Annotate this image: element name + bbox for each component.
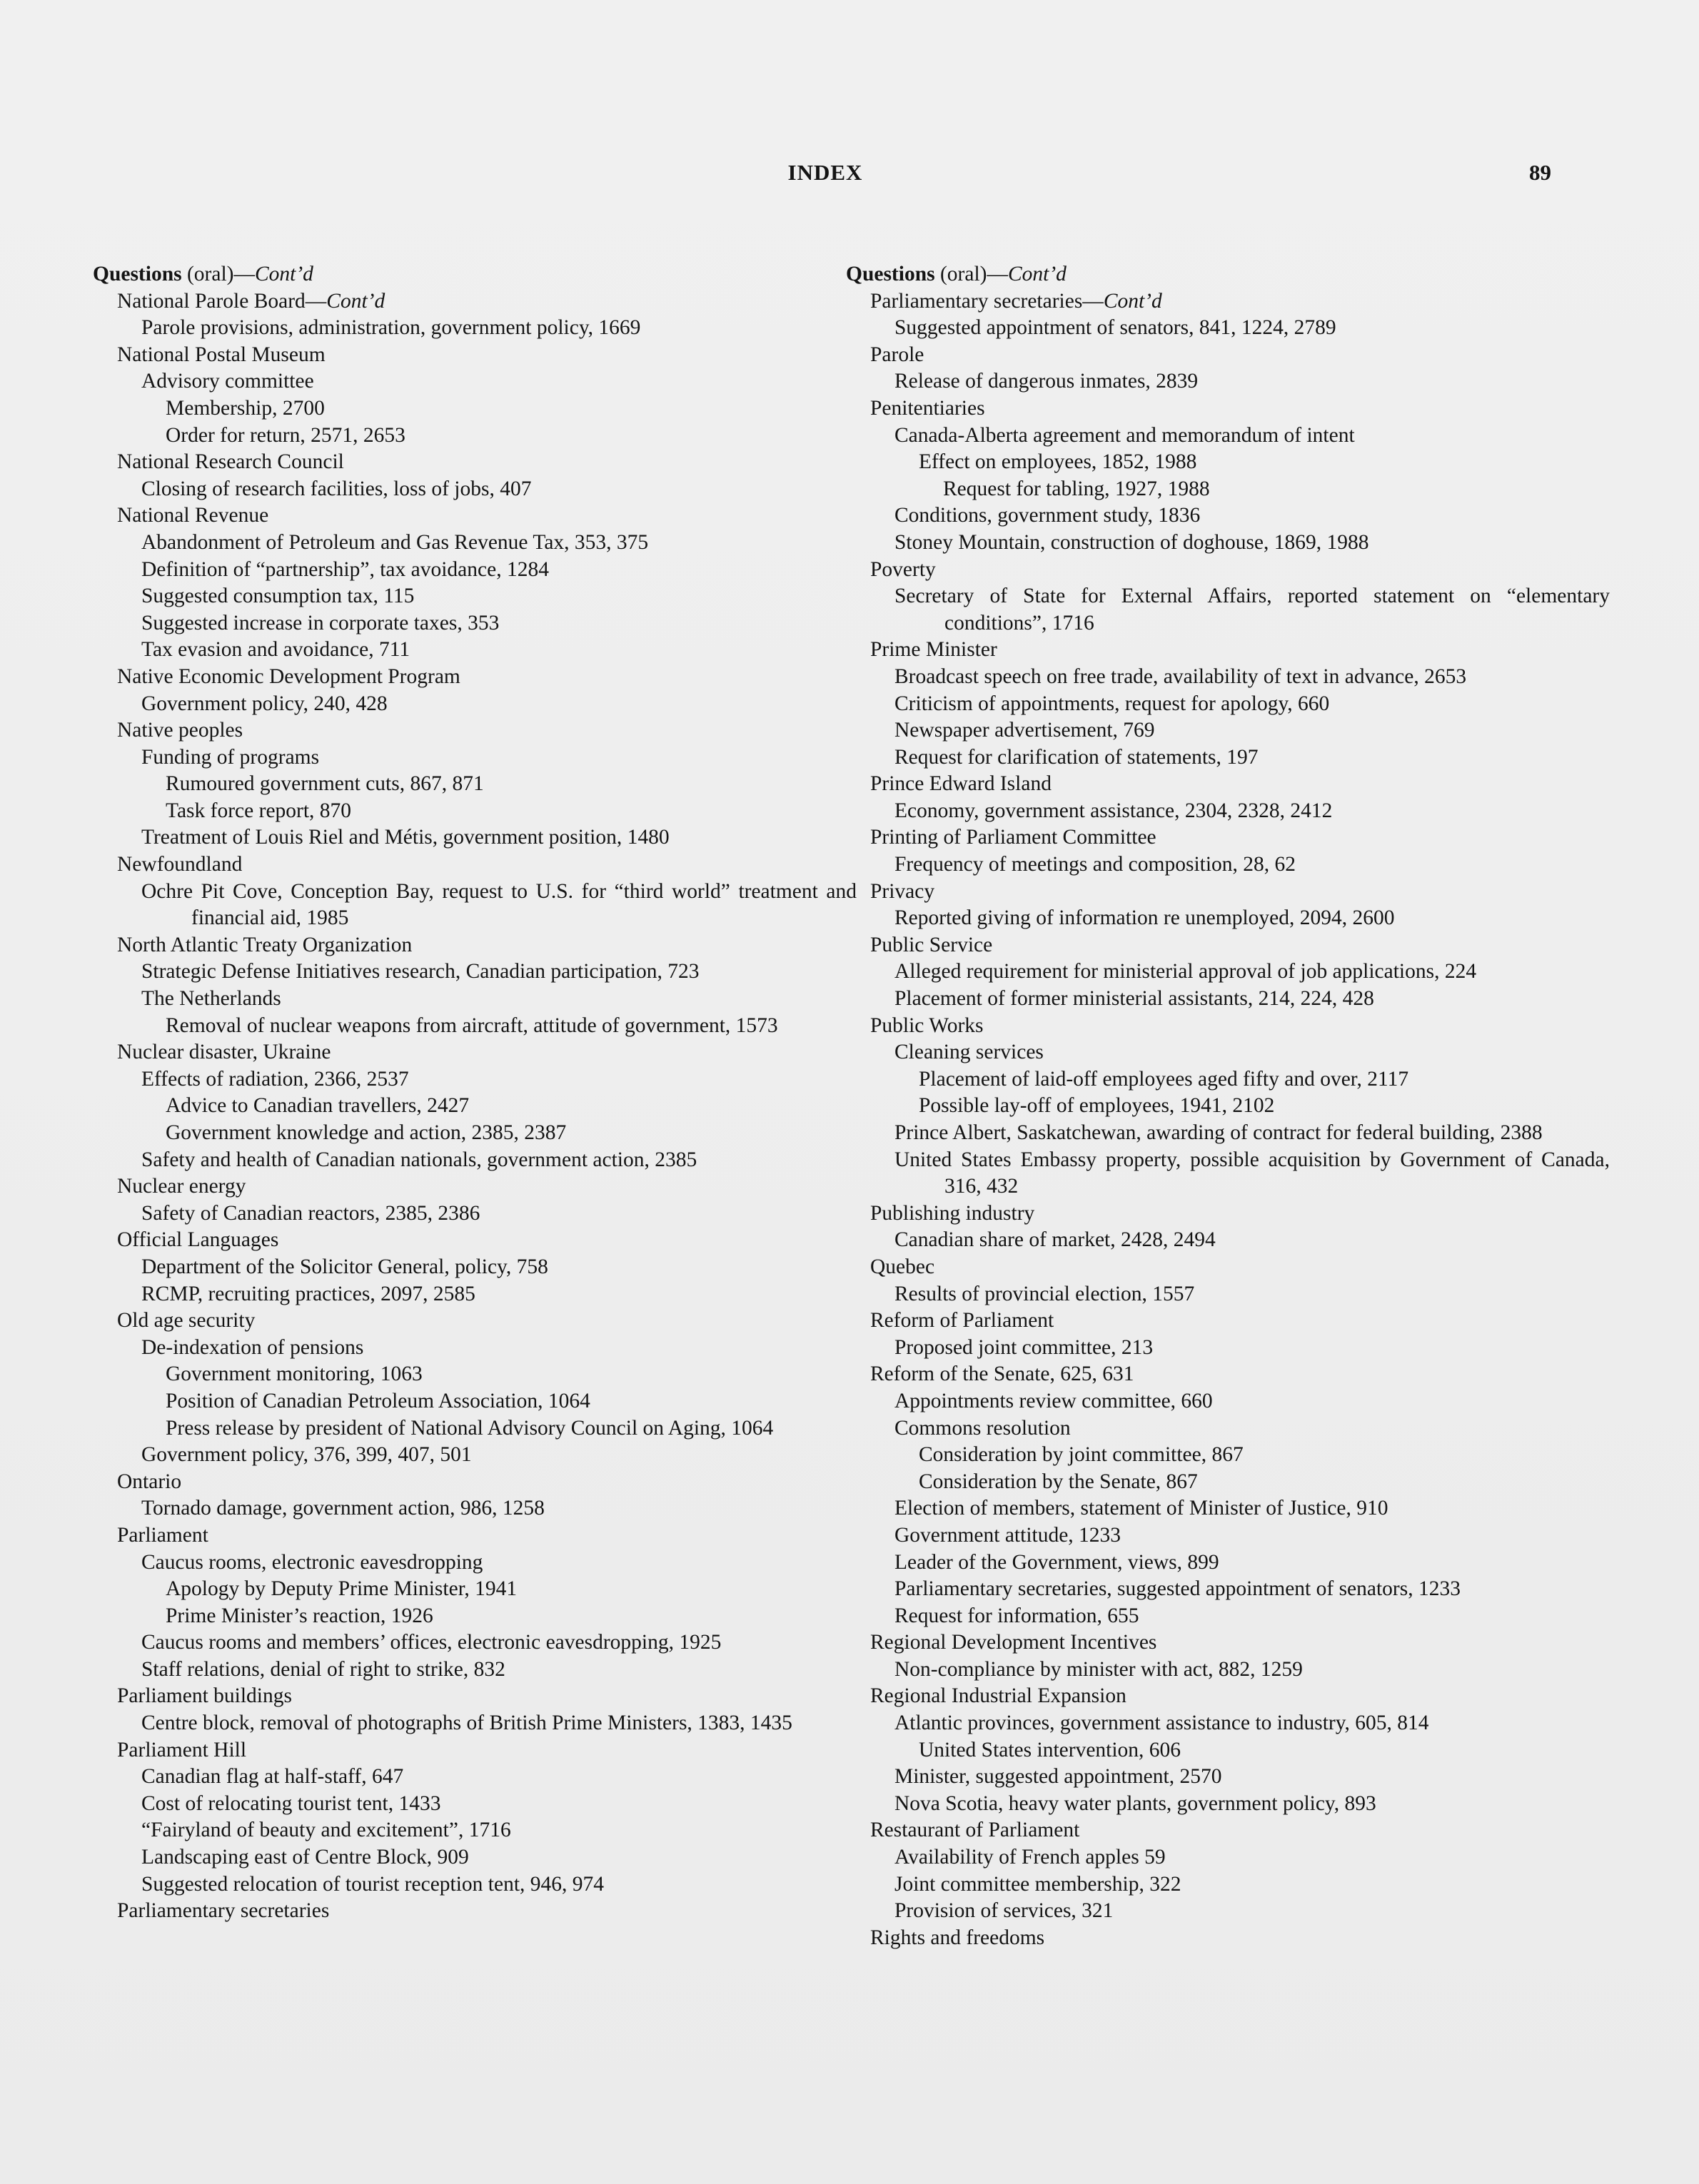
entry-text: Caucus rooms and members’ offices, electronic eavesdropping, 1925 bbox=[141, 1631, 722, 1654]
entry-text: Availability of French apples 59 bbox=[894, 1846, 1166, 1869]
index-entry bbox=[846, 664, 1610, 691]
entry-text: National Postal Museum bbox=[117, 343, 326, 366]
entry-text: The Netherlands bbox=[141, 987, 281, 1011]
entry-text: Prime Minister’s reaction, 1926 bbox=[166, 1604, 433, 1627]
index-entry bbox=[846, 502, 1610, 530]
index-entry bbox=[846, 959, 1610, 986]
entry-text: Effects of radiation, 2366, 2537 bbox=[141, 1067, 409, 1091]
entry-text: Native Economic Development Program bbox=[117, 664, 460, 688]
entry-text: Election of members, statement of Minister of Justice, 910 bbox=[894, 1497, 1388, 1520]
index-entry bbox=[93, 315, 857, 342]
entry-text: Broadcast speech on free trade, availability of text in advance, 2653 bbox=[894, 664, 1467, 688]
entry-text: Conditions, government study, 1836 bbox=[894, 504, 1201, 527]
index-entry bbox=[846, 824, 1610, 851]
index-entry bbox=[846, 1576, 1610, 1603]
page-header-title: INDEX bbox=[787, 160, 863, 185]
index-entry bbox=[846, 1522, 1610, 1549]
entry-text: Possible lay-off of employees, 1941, 2102 bbox=[919, 1094, 1275, 1118]
entry-text: Apology by Deputy Prime Minister, 1941 bbox=[166, 1577, 518, 1601]
index-entry bbox=[846, 288, 1610, 315]
index-entry bbox=[846, 1147, 1610, 1200]
entry-text: Canadian flag at half-staff, 647 bbox=[141, 1765, 404, 1789]
entry-text: Poverty bbox=[870, 557, 936, 581]
entry-text: Regional Development Incentives bbox=[870, 1631, 1157, 1654]
index-entry bbox=[93, 1576, 857, 1603]
index-entry bbox=[846, 1281, 1610, 1308]
index-entry bbox=[846, 1200, 1610, 1228]
index-entry bbox=[93, 1254, 857, 1281]
index-entry bbox=[93, 1871, 857, 1899]
index-entry bbox=[93, 1388, 857, 1415]
index-entry bbox=[93, 449, 857, 476]
entry-text: Suggested appointment of senators, 841, 1224, 2789 bbox=[894, 316, 1336, 340]
entry-text: United States Embassy property, possible acquisition by Government of Canada, 316, 432 bbox=[894, 1148, 1610, 1198]
entry-text: Frequency of meetings and composition, 28, 62 bbox=[894, 853, 1296, 876]
index-entry bbox=[93, 1791, 857, 1818]
entry-text: Commons resolution bbox=[894, 1416, 1071, 1440]
entry-text: Joint committee membership, 322 bbox=[894, 1872, 1181, 1896]
entry-text: Newfoundland bbox=[117, 853, 243, 876]
entry-text: Privacy bbox=[870, 879, 935, 903]
index-entry bbox=[93, 1522, 857, 1549]
entry-text: Parliament Hill bbox=[117, 1738, 247, 1761]
entry-text: Parliament buildings bbox=[117, 1684, 292, 1708]
entry-text: Printing of Parliament Committee bbox=[870, 826, 1156, 849]
heading-qualifier: (oral)— bbox=[181, 263, 255, 285]
entry-text: Tornado damage, government action, 986, 1258 bbox=[141, 1497, 545, 1520]
entry-text: Reform of the Senate, 625, 631 bbox=[870, 1363, 1134, 1386]
entry-text: Press release by president of National Advisory Council on Aging, 1064 bbox=[166, 1416, 774, 1440]
entry-text: Parliamentary secretaries bbox=[117, 1899, 330, 1923]
index-entry bbox=[846, 368, 1610, 395]
left-column bbox=[93, 261, 857, 1925]
index-entry bbox=[846, 1925, 1610, 1952]
entry-text: Newspaper advertisement, 769 bbox=[894, 719, 1155, 742]
entry-text: Economy, government assistance, 2304, 2328, 2412 bbox=[894, 799, 1333, 822]
index-entry bbox=[93, 879, 857, 932]
index-entry bbox=[93, 368, 857, 395]
index-entry bbox=[846, 530, 1610, 557]
entry-text: Tax evasion and avoidance, 711 bbox=[141, 638, 410, 662]
index-entry bbox=[846, 1791, 1610, 1818]
entry-text: Restaurant of Parliament bbox=[870, 1819, 1080, 1842]
entry-text: Prince Albert, Saskatchewan, awarding of contract for federal building, 2388 bbox=[894, 1121, 1543, 1144]
entry-text: Quebec bbox=[870, 1255, 935, 1278]
index-entry bbox=[93, 1415, 857, 1442]
index-entry bbox=[846, 1093, 1610, 1120]
entry-text: Definition of “partnership”, tax avoidance, 1284 bbox=[141, 557, 549, 581]
entry-text: Publishing industry bbox=[870, 1201, 1035, 1225]
index-entry bbox=[846, 1120, 1610, 1147]
index-entry bbox=[93, 1657, 857, 1684]
index-entry bbox=[846, 1013, 1610, 1040]
entry-text: “Fairyland of beauty and excitement”, 1716 bbox=[141, 1819, 511, 1842]
index-entry bbox=[93, 395, 857, 423]
entry-text: Safety of Canadian reactors, 2385, 2386 bbox=[141, 1201, 480, 1225]
index-entry bbox=[93, 664, 857, 691]
entry-text: Suggested consumption tax, 115 bbox=[141, 585, 415, 608]
index-entry bbox=[93, 851, 857, 879]
entry-text: Closing of research facilities, loss of jobs, 407 bbox=[141, 477, 532, 500]
entry-text: Minister, suggested appointment, 2570 bbox=[894, 1765, 1222, 1789]
index-entry bbox=[93, 1844, 857, 1871]
index-entry bbox=[846, 1603, 1610, 1630]
index-entry bbox=[846, 1335, 1610, 1362]
index-entry bbox=[846, 1549, 1610, 1577]
entry-text: Government policy, 376, 399, 407, 501 bbox=[141, 1443, 472, 1467]
entry-text: Consideration by joint committee, 867 bbox=[919, 1443, 1244, 1467]
index-entry bbox=[93, 1120, 857, 1147]
index-entry bbox=[846, 798, 1610, 825]
entry-text: Government knowledge and action, 2385, 2387 bbox=[166, 1121, 567, 1144]
entry-text: Results of provincial election, 1557 bbox=[894, 1282, 1195, 1305]
entry-text: Request for clarification of statements, 197 bbox=[894, 745, 1259, 769]
entry-text: Advisory committee bbox=[141, 370, 314, 393]
index-entry bbox=[846, 476, 1610, 503]
entry-text: Caucus rooms, electronic eavesdropping bbox=[141, 1550, 483, 1574]
entry-text: Nuclear disaster, Ukraine bbox=[117, 1041, 331, 1064]
index-entry bbox=[93, 959, 857, 986]
entry-text: Department of the Solicitor General, policy, 758 bbox=[141, 1255, 548, 1278]
index-entry bbox=[846, 932, 1610, 959]
index-entry bbox=[846, 1254, 1610, 1281]
entry-text: Leader of the Government, views, 899 bbox=[894, 1550, 1219, 1574]
index-entry bbox=[846, 771, 1610, 798]
entry-text: Criticism of appointments, request for apology, 660 bbox=[894, 692, 1330, 715]
entry-text: Centre block, removal of photographs of British Prime Ministers, 1383, 1435 bbox=[141, 1712, 792, 1735]
index-entry bbox=[846, 905, 1610, 932]
entry-text: Placement of laid-off employees aged fifty and over, 2117 bbox=[919, 1067, 1409, 1091]
entry-text: Parole bbox=[870, 343, 924, 366]
index-entry bbox=[846, 557, 1610, 584]
entry-text: Canadian share of market, 2428, 2494 bbox=[894, 1228, 1216, 1252]
entry-text: Proposed joint committee, 213 bbox=[894, 1335, 1154, 1359]
entry-text: Effect on employees, 1852, 1988 bbox=[919, 450, 1197, 474]
index-entry bbox=[846, 879, 1610, 906]
entry-text: Native peoples bbox=[117, 719, 243, 742]
index-entry bbox=[846, 1844, 1610, 1871]
entry-text: Prime Minister bbox=[870, 638, 997, 662]
index-entry bbox=[93, 288, 857, 315]
index-entry bbox=[846, 1308, 1610, 1335]
heading-term: Questions bbox=[846, 263, 935, 285]
index-entry bbox=[93, 1629, 857, 1657]
index-entry bbox=[93, 1495, 857, 1522]
entry-text: Prince Edward Island bbox=[870, 772, 1052, 796]
entry-text: National Revenue bbox=[117, 504, 269, 527]
index-entry bbox=[93, 1281, 857, 1308]
index-entry bbox=[93, 530, 857, 557]
entry-text: Staff relations, denial of right to strike, 832 bbox=[141, 1657, 505, 1681]
index-entry bbox=[93, 557, 857, 584]
index-entry bbox=[93, 1764, 857, 1791]
index-entry bbox=[846, 1657, 1610, 1684]
entry-text: Suggested relocation of tourist reception tent, 946, 974 bbox=[141, 1872, 605, 1896]
entry-text: Ochre Pit Cove, Conception Bay, request to U.S. for “third world” treatment and financial aid, 1985 bbox=[141, 879, 857, 930]
index-entry bbox=[93, 717, 857, 744]
entry-text: Parliament bbox=[117, 1523, 208, 1547]
entry-text: Suggested increase in corporate taxes, 353 bbox=[141, 611, 500, 635]
entry-text: Order for return, 2571, 2653 bbox=[166, 423, 405, 447]
index-entry bbox=[93, 1603, 857, 1630]
index-entry bbox=[846, 1039, 1610, 1066]
index-entry bbox=[846, 1764, 1610, 1791]
section-heading bbox=[846, 261, 1610, 288]
heading-continued: Cont’d bbox=[1007, 263, 1067, 285]
entry-text: Removal of nuclear weapons from aircraft, attitude of government, 1573 bbox=[166, 1013, 778, 1037]
index-entry bbox=[846, 1629, 1610, 1657]
index-entry bbox=[846, 423, 1610, 450]
index-entry bbox=[846, 717, 1610, 744]
entry-text: Cost of relocating tourist tent, 1433 bbox=[141, 1791, 441, 1815]
entry-text: National Parole Board— bbox=[117, 289, 327, 313]
index-entry bbox=[846, 1871, 1610, 1899]
entry-text: North Atlantic Treaty Organization bbox=[117, 933, 413, 956]
index-entry bbox=[93, 1013, 857, 1040]
index-entry bbox=[846, 1415, 1610, 1442]
entry-continued: Cont’d bbox=[326, 289, 385, 313]
heading-term: Questions bbox=[93, 263, 182, 285]
index-entry bbox=[93, 771, 857, 798]
index-entry bbox=[846, 1898, 1610, 1925]
entry-text: Abandonment of Petroleum and Gas Revenue Tax, 353, 375 bbox=[141, 530, 649, 554]
entry-text: Consideration by the Senate, 867 bbox=[919, 1470, 1198, 1493]
index-entry bbox=[93, 798, 857, 825]
index-entry bbox=[93, 1173, 857, 1200]
entry-text: Safety and health of Canadian nationals, government action, 2385 bbox=[141, 1148, 697, 1171]
index-entry bbox=[93, 1093, 857, 1120]
entry-text: Landscaping east of Centre Block, 909 bbox=[141, 1846, 469, 1869]
entry-text: RCMP, recruiting practices, 2097, 2585 bbox=[141, 1282, 475, 1305]
index-entry bbox=[93, 1469, 857, 1496]
index-entry bbox=[93, 476, 857, 503]
index-entry bbox=[846, 637, 1610, 664]
index-entry bbox=[846, 342, 1610, 369]
entry-text: Provision of services, 321 bbox=[894, 1899, 1114, 1923]
index-entry bbox=[846, 1683, 1610, 1710]
entry-text: Nuclear energy bbox=[117, 1175, 246, 1198]
page-number: 89 bbox=[1529, 160, 1551, 185]
entry-text: Strategic Defense Initiatives research, Canadian participation, 723 bbox=[141, 960, 700, 984]
entry-text: Government policy, 240, 428 bbox=[141, 692, 388, 715]
entry-text: Old age security bbox=[117, 1309, 256, 1333]
index-entry bbox=[93, 423, 857, 450]
entry-text: Position of Canadian Petroleum Association, 1064 bbox=[166, 1389, 590, 1412]
index-entry bbox=[846, 1361, 1610, 1388]
heading-continued: Cont’d bbox=[254, 263, 313, 285]
entry-text: Advice to Canadian travellers, 2427 bbox=[166, 1094, 470, 1118]
index-entry bbox=[93, 1066, 857, 1093]
entry-text: Task force report, 870 bbox=[166, 799, 352, 822]
entry-text: Stoney Mountain, construction of doghouse, 1869, 1988 bbox=[894, 530, 1369, 554]
entry-text: Release of dangerous inmates, 2839 bbox=[894, 370, 1199, 393]
index-entry bbox=[93, 583, 857, 610]
index-entry bbox=[846, 1442, 1610, 1469]
entry-text: Penitentiaries bbox=[870, 396, 985, 420]
index-entry bbox=[93, 1898, 857, 1925]
entry-text: Reported giving of information re unemployed, 2094, 2600 bbox=[894, 906, 1395, 930]
entry-text: Government monitoring, 1063 bbox=[166, 1363, 423, 1386]
index-entry bbox=[93, 1710, 857, 1737]
index-entry bbox=[93, 1200, 857, 1228]
entry-text: National Research Council bbox=[117, 450, 344, 474]
index-entry bbox=[93, 824, 857, 851]
index-entry bbox=[846, 315, 1610, 342]
index-entry bbox=[93, 1039, 857, 1066]
entry-text: Secretary of State for External Affairs, reported statement on “elementary conditions”, 1716 bbox=[894, 585, 1610, 635]
index-entry bbox=[846, 744, 1610, 772]
index-entry bbox=[93, 637, 857, 664]
entry-text: Canada-Alberta agreement and memorandum of intent bbox=[894, 423, 1355, 447]
index-entry bbox=[93, 1737, 857, 1764]
entry-text: Parliamentary secretaries, suggested appointment of senators, 1233 bbox=[894, 1577, 1461, 1601]
entry-text: Non-compliance by minister with act, 882, 1259 bbox=[894, 1657, 1303, 1681]
index-entry bbox=[93, 986, 857, 1013]
index-entry bbox=[93, 1227, 857, 1254]
index-entry bbox=[846, 449, 1610, 476]
entry-text: Request for tabling, 1927, 1988 bbox=[943, 477, 1210, 500]
index-entry bbox=[846, 1469, 1610, 1496]
index-entry bbox=[93, 1361, 857, 1388]
entry-text: Public Service bbox=[870, 933, 993, 956]
index-entry bbox=[93, 610, 857, 637]
entry-text: Alleged requirement for ministerial approval of job applications, 224 bbox=[894, 960, 1477, 984]
entry-text: Treatment of Louis Riel and Métis, government position, 1480 bbox=[141, 826, 670, 849]
entry-text: Official Languages bbox=[117, 1228, 279, 1252]
index-entry bbox=[846, 851, 1610, 879]
index-entry bbox=[93, 1147, 857, 1174]
index-entry bbox=[846, 1737, 1610, 1764]
index-entry bbox=[846, 583, 1610, 637]
index-entry bbox=[846, 986, 1610, 1013]
index-entry bbox=[93, 1442, 857, 1469]
index-entry bbox=[93, 932, 857, 959]
index-entry bbox=[846, 691, 1610, 718]
index-entry bbox=[93, 1308, 857, 1335]
heading-qualifier: (oral)— bbox=[934, 263, 1008, 285]
entry-text: Regional Industrial Expansion bbox=[870, 1684, 1126, 1708]
entry-text: Cleaning services bbox=[894, 1041, 1044, 1064]
index-entry bbox=[93, 744, 857, 772]
entry-text: Nova Scotia, heavy water plants, government policy, 893 bbox=[894, 1791, 1376, 1815]
index-entry bbox=[93, 1549, 857, 1577]
entry-text: Rumoured government cuts, 867, 871 bbox=[166, 772, 484, 796]
entry-text: Ontario bbox=[117, 1470, 182, 1493]
section-heading bbox=[93, 261, 857, 288]
index-entry bbox=[93, 502, 857, 530]
entry-text: Parliamentary secretaries— bbox=[870, 289, 1104, 313]
index-entry bbox=[846, 1710, 1610, 1737]
index-entry bbox=[846, 1495, 1610, 1522]
entry-text: Parole provisions, administration, government policy, 1669 bbox=[141, 316, 641, 340]
entry-continued: Cont’d bbox=[1103, 289, 1162, 313]
entry-text: Appointments review committee, 660 bbox=[894, 1389, 1213, 1412]
index-entry bbox=[846, 395, 1610, 423]
index-entry bbox=[93, 1335, 857, 1362]
entry-text: Placement of former ministerial assistants, 214, 224, 428 bbox=[894, 987, 1374, 1011]
entry-text: Reform of Parliament bbox=[870, 1309, 1054, 1333]
entry-text: Membership, 2700 bbox=[166, 396, 325, 420]
right-column bbox=[846, 261, 1610, 1951]
index-entry bbox=[846, 1227, 1610, 1254]
entry-text: De-indexation of pensions bbox=[141, 1335, 364, 1359]
index-entry bbox=[93, 342, 857, 369]
index-entry bbox=[93, 1817, 857, 1844]
entry-text: Public Works bbox=[870, 1013, 984, 1037]
index-entry bbox=[93, 1683, 857, 1710]
entry-text: Rights and freedoms bbox=[870, 1926, 1045, 1949]
entry-text: United States intervention, 606 bbox=[919, 1738, 1181, 1761]
entry-text: Government attitude, 1233 bbox=[894, 1523, 1121, 1547]
entry-text: Request for information, 655 bbox=[894, 1604, 1139, 1627]
index-entry bbox=[93, 691, 857, 718]
index-entry bbox=[846, 1817, 1610, 1844]
entry-text: Atlantic provinces, government assistance to industry, 605, 814 bbox=[894, 1712, 1429, 1735]
entry-text: Funding of programs bbox=[141, 745, 320, 769]
index-entry bbox=[846, 1388, 1610, 1415]
index-entry bbox=[846, 1066, 1610, 1093]
